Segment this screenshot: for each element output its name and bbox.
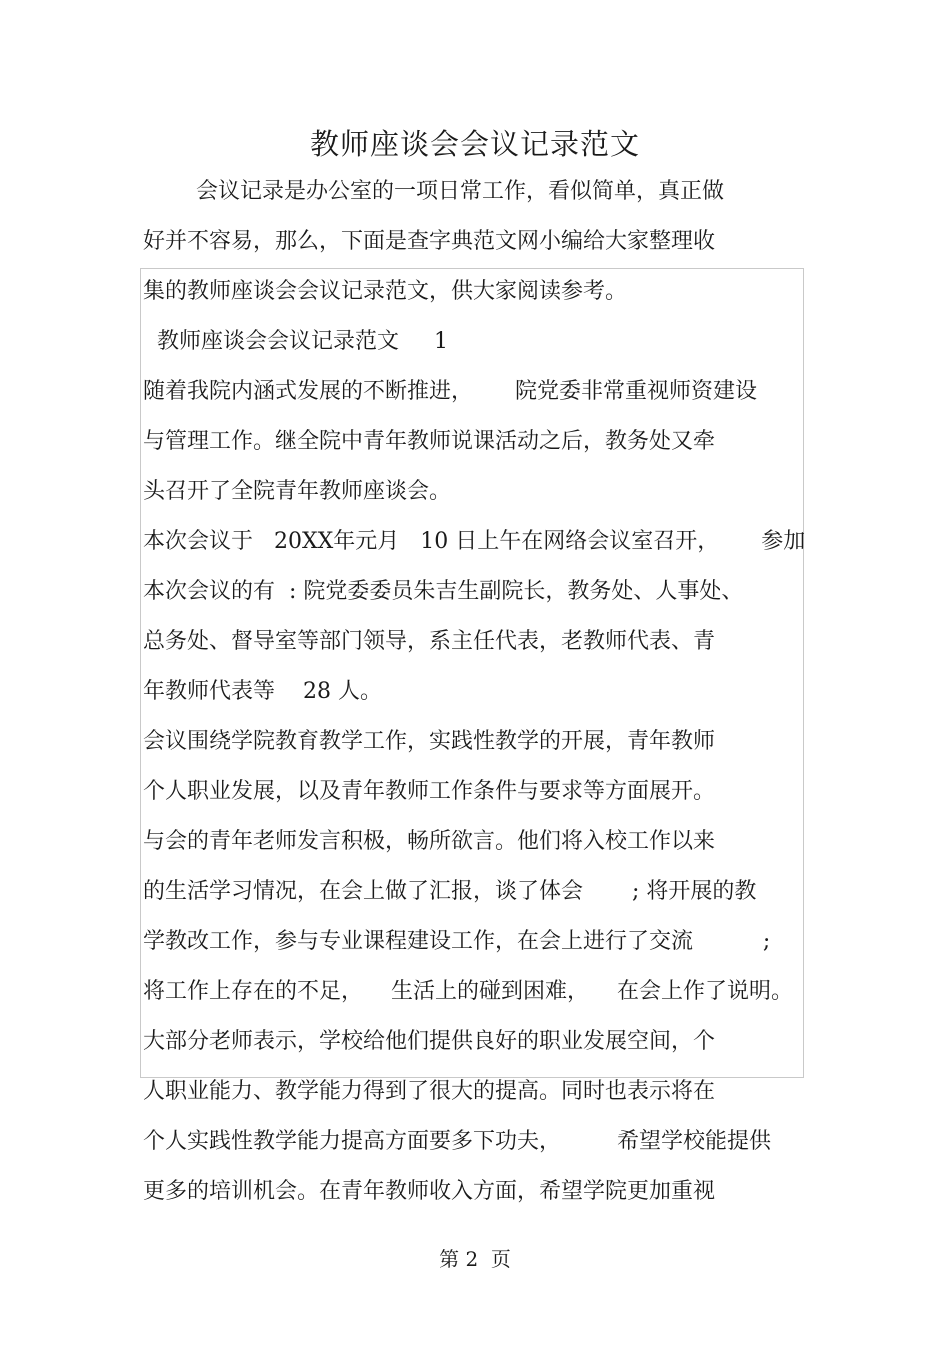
paragraph-line: 会议围绕学院教育教学工作，实践性教学的开展，青年教师 [143,729,716,754]
paragraph-line: 将工作上存在的不足， 生活上的碰到困难， 在会上作了说明。 [143,979,793,1004]
paragraph-line: 更多的培训机会。在青年教师收入方面，希望学院更加重视 [143,1179,716,1204]
paragraph-line: 好并不容易，那么，下面是查字典范文网小编给大家整理收 [143,229,716,254]
paragraph-line: 个人实践性教学能力提高方面要多下功夫， 希望学校能提供 [143,1129,771,1154]
page-number: 第 2 页 [439,1247,511,1271]
document-title: 教师座谈会会议记录范文 [309,127,640,161]
paragraph-line: 随着我院内涵式发展的不断推进， 院党委非常重视师资建设 [143,379,757,404]
paragraph-line: 与会的青年老师发言积极，畅所欲言。他们将入校工作以来 [143,829,716,854]
paragraph-line: 本次会议的有 : 院党委委员朱吉生副院长，教务处、人事处、 [143,579,744,604]
section-heading: 教师座谈会会议记录范文 1 [157,329,448,354]
paragraph-line: 大部分老师表示，学校给他们提供良好的职业发展空间，个 [143,1029,716,1054]
paragraph-line: 个人职业发展，以及青年教师工作条件与要求等方面展开。 [143,779,716,804]
paragraph-line: 本次会议于 20XX年元月 10 日上午在网络会议室召开， 参加 [143,529,806,554]
paragraph-line: 集的教师座谈会会议记录范文，供大家阅读参考。 [143,279,628,304]
paragraph-line: 与管理工作。继全院中青年教师说课活动之后，教务处又牵 [143,429,716,454]
paragraph-line: 人职业能力、教学能力得到了很大的提高。同时也表示将在 [143,1079,716,1104]
paragraph-line: 总务处、督导室等部门领导，系主任代表，老教师代表、青 [143,629,716,654]
paragraph-line: 学教改工作，参与专业课程建设工作，在会上进行了交流 ; [143,929,771,954]
paragraph-line: 头召开了全院青年教师座谈会。 [143,479,452,504]
paragraph-line: 的生活学习情况，在会上做了汇报，谈了体会 ; 将开展的教 [143,879,757,904]
paragraph-line: 会议记录是办公室的一项日常工作，看似简单，真正做 [196,179,725,204]
paragraph-line: 年教师代表等 28 人。 [143,679,382,704]
